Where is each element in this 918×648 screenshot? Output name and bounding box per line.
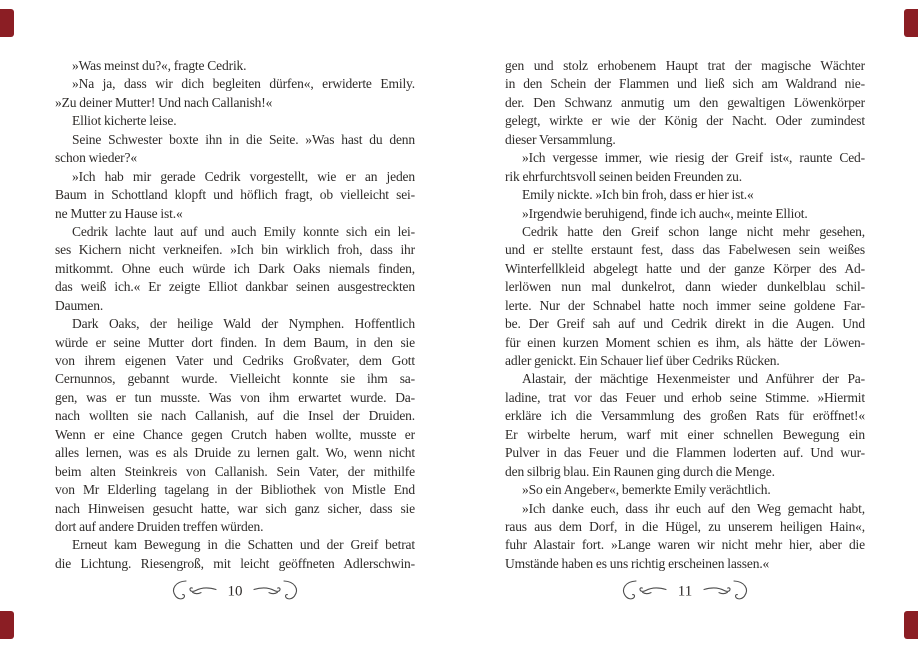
text-line: für einen kurzen Moment schien es ihm, als hätte der Löwen-: [505, 334, 865, 350]
page-number-left: 10: [227, 583, 243, 600]
text-line: »Ich vergesse immer, wie riesig der Greif ist«, raunte Ced-: [522, 150, 865, 166]
text-line: Cedrik lachte laut auf und auch Emily konnte sich ein lei-: [72, 223, 415, 239]
text-line: »Zu deiner Mutter! Und nach Callanish!«: [55, 94, 273, 110]
text-line: ses Kichern nicht verkneifen. »Ich bin wirklich froh, dass ihr: [55, 242, 415, 258]
text-line: Daumen.: [55, 297, 104, 313]
text-line: nach Hinweisen gesucht hatte, war sich ganz sicher, dass sie: [55, 500, 415, 516]
text-line: gen, was er tun musste. Was von ihm erwartet wurde. Da-: [55, 389, 415, 405]
text-line: nach wollten sie nach Callanish, auf die Insel der Druiden.: [55, 408, 415, 424]
book-cover-corner-top-right: [904, 9, 918, 37]
text-line: von ihrem eigenen Vater und Cedriks Großvater, dem Gott: [55, 353, 415, 368]
text-line: von Mr Elderling tagelang in der Bibliothek von Mistle End: [55, 482, 415, 498]
text-line: ladine, trat vor das Feuer und erhob seine Stimme. »Hiermit: [505, 389, 865, 405]
text-line: der. Den Schwanz anmutig um den gewaltigen Löwenkörper: [505, 94, 865, 110]
flourish-left: [624, 581, 666, 599]
text-line: dort auf andere Druiden treffen würden.: [55, 518, 264, 534]
text-line: rik ehrfurchtsvoll seinen beiden Freunden zu.: [505, 168, 742, 184]
page-right-footer: [505, 579, 865, 610]
text-line: »So ein Angeber«, bemerkte Emily verächtlich.: [522, 482, 771, 498]
text-line: raus aus dem Dorf, in die Hügel, zu unserem heiligen Hain«,: [505, 518, 865, 534]
book-cover-corner-bottom-left: [0, 611, 14, 639]
page-right-text: [505, 57, 865, 573]
page-number-right: 11: [677, 583, 693, 600]
text-line: Cernunnos, gebannt wurde. Vielleicht konnte sie ihm sa-: [55, 371, 415, 387]
text-line: den silbrig blau. Ein Raunen ging durch die Menge.: [505, 463, 775, 479]
text-line: Umstände haben es uns richtig erscheinen lassen.«: [505, 555, 770, 571]
page-ornament-right: [610, 579, 760, 605]
text-line: ne Mutter zu Hause ist.«: [55, 205, 183, 221]
text-line: Erneut kam Bewegung in die Schatten und der Greif betrat: [72, 537, 415, 553]
flourish-left: [174, 581, 216, 599]
text-line: Emily nickte. »Ich bin froh, dass er hier ist.«: [522, 187, 754, 203]
text-line: das weiß ich.« Er zeigte Elliot dankbar seinen ausgestreckten: [55, 279, 415, 295]
text-line: Elliot kicherte leise.: [72, 113, 177, 129]
text-line: Seine Schwester boxte ihn in die Seite. »Was hast du denn: [72, 131, 415, 147]
text-line: Cedrik hatte den Greif schon lange nicht mehr gesehen,: [522, 223, 865, 239]
text-line: fuhr Alastair fort. »Lange waren wir nicht mehr hier, aber die: [505, 537, 865, 553]
text-line: Dark Oaks, der heilige Wald der Nymphen. Hoffentlich: [72, 316, 415, 332]
text-line: Winterfellkleid abgelegt hatte und der ganze Körper des Ad-: [505, 260, 865, 276]
text-line: adler genickt. Ein Schauer lief über Cedriks Rücken.: [505, 353, 780, 368]
text-line: »Ich danke euch, dass ihr euch auf den Weg gemacht habt,: [522, 500, 865, 516]
text-line: in den Schein der Flammen und ließ sich am Waldrand nie-: [505, 76, 865, 92]
page-left-text: [55, 57, 415, 573]
flourish-right: [254, 581, 296, 599]
text-line: Pulver in das Feuer und die Flammen loderten auf. Und wur-: [505, 445, 865, 461]
book-cover-corner-top-left: [0, 9, 14, 37]
text-line: schon wieder?«: [55, 150, 137, 166]
text-line: lerlöwen nun mal dunkelrot, dann wieder dunkelblau schil-: [505, 279, 865, 295]
text-line: erkläre ich die Versammlung des großen Rats für eröffnet!«: [505, 408, 865, 424]
text-line: die Lichtung. Riesengroß, mit leicht geöffneten Adlerschwin-: [55, 555, 415, 571]
text-line: Wenn er eine Chance gegen Crutch haben wollte, musste er: [55, 426, 415, 442]
text-line: lerte. Nur der Schnabel hatte noch immer seine goldene Far-: [505, 297, 865, 313]
text-line: Alastair, der mächtige Hexenmeister und Anführer der Pa-: [522, 371, 865, 387]
page-left-footer: [55, 579, 415, 610]
text-line: mitkommt. Ohne euch würde ich Dark Oaks niemals finden,: [55, 260, 415, 276]
text-line: gelegt, wirkte er wie der König der Nacht. Oder zumindest: [505, 113, 865, 129]
text-line: dieser Versammlung.: [505, 131, 616, 147]
text-line: gen und stolz erhobenem Haupt trat der magische Wächter: [505, 58, 865, 73]
text-line: be. Der Greif sah auf und Cedrik direkt in die Augen. Und: [505, 316, 865, 332]
text-line: Baum in Schottland klopft und höflich fragt, ob vielleicht sei-: [55, 187, 415, 203]
text-line: beim alten Steinkreis von Callanish. Sein Vater, der mithilfe: [55, 463, 415, 479]
text-line: und er stellte erstaunt fest, dass das Fabelwesen sein weißes: [505, 242, 865, 258]
text-line: »Ich hab mir gerade Cedrik vorgestellt, wie er an jeden: [72, 168, 415, 184]
text-line: alles lernen, was es als Druide zu lernen galt. Wo, wenn nicht: [55, 445, 415, 461]
flourish-right: [704, 581, 746, 599]
text-line: Er wirbelte herum, warf mit einer schnellen Bewegung ein: [505, 426, 865, 442]
page-ornament-left: [160, 579, 310, 605]
text-line: würde er seine Mutter dort finden. In dem Baum, in den sie: [55, 334, 415, 350]
text-line: »Irgendwie beruhigend, finde ich auch«, meinte Elliot.: [522, 205, 808, 221]
text-line: »Na ja, dass wir dich begleiten dürfen«, erwiderte Emily.: [72, 76, 415, 92]
text-line: »Was meinst du?«, fragte Cedrik.: [72, 58, 247, 73]
book-cover-corner-bottom-right: [904, 611, 918, 639]
